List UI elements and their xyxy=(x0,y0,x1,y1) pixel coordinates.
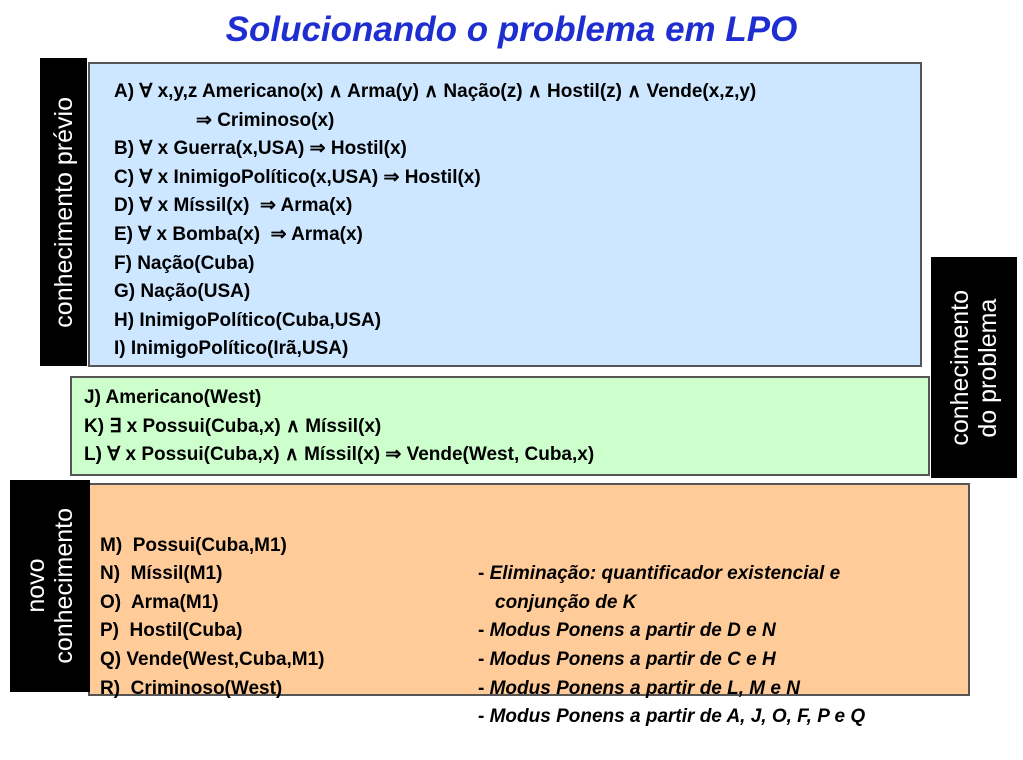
rule-e: E) ∀ x Bomba(x) ⇒ Arma(x) xyxy=(114,223,363,245)
statement: Q) Vende(West,Cuba,M1) xyxy=(100,648,325,670)
justification: - Modus Ponens a partir de D e N xyxy=(478,620,776,642)
prior-knowledge-box xyxy=(88,62,922,367)
justification: - Modus Ponens a partir de A, J, O, F, P e Q xyxy=(478,706,866,728)
rule-b: B) ∀ x Guerra(x,USA) ⇒ Hostil(x) xyxy=(114,138,407,160)
problem-knowledge-box xyxy=(70,376,930,476)
label-prior-knowledge: conhecimento prévio xyxy=(40,58,87,366)
fact-i: I) InimigoPolítico(Irã,USA) xyxy=(114,338,349,360)
rule-d: D) ∀ x Míssil(x) ⇒ Arma(x) xyxy=(114,195,353,217)
statement: M) Possui(Cuba,M1) xyxy=(100,534,287,556)
statement: O) Arma(M1) xyxy=(100,591,219,613)
justification: - Modus Ponens a partir de C e H xyxy=(478,648,776,670)
rule-l: L) ∀ x Possui(Cuba,x) ∧ Míssil(x) ⇒ Vende(West, Cuba,x) xyxy=(84,444,595,466)
statement: P) Hostil(Cuba) xyxy=(100,620,243,642)
fact-j: J) Americano(West) xyxy=(84,387,262,408)
rule-a: A) ∀ x,y,z Americano(x) ∧ Arma(y) ∧ Nação(z) ∧ Hostil(z) ∧ Vende(x,z,y) xyxy=(114,81,757,102)
fact-h: H) InimigoPolítico(Cuba,USA) xyxy=(114,309,382,331)
fact-k: K) ∃ x Possui(Cuba,x) ∧ Míssil(x) xyxy=(84,415,382,437)
fact-g: G) Nação(USA) xyxy=(114,281,251,303)
label-problem-knowledge: conhecimento do problema xyxy=(931,257,1017,478)
new-knowledge-box xyxy=(88,483,970,728)
rule-a-conclusion: ⇒ Criminoso(x) xyxy=(196,109,335,131)
justification-continuation: conjunção de K xyxy=(495,591,637,613)
justification: - Eliminação: quantificador existencial e xyxy=(478,563,841,585)
fact-f: F) Nação(Cuba) xyxy=(114,252,255,274)
rule-c: C) ∀ x InimigoPolítico(x,USA) ⇒ Hostil(x) xyxy=(114,166,481,188)
statement: N) Míssil(M1) xyxy=(100,563,223,585)
justification: - Modus Ponens a partir de L, M e N xyxy=(478,677,800,699)
statement: R) Criminoso(West) xyxy=(100,677,283,699)
slide-title: Solucionando o problema em LPO xyxy=(225,10,798,49)
label-new-knowledge: novo conhecimento xyxy=(10,480,90,692)
